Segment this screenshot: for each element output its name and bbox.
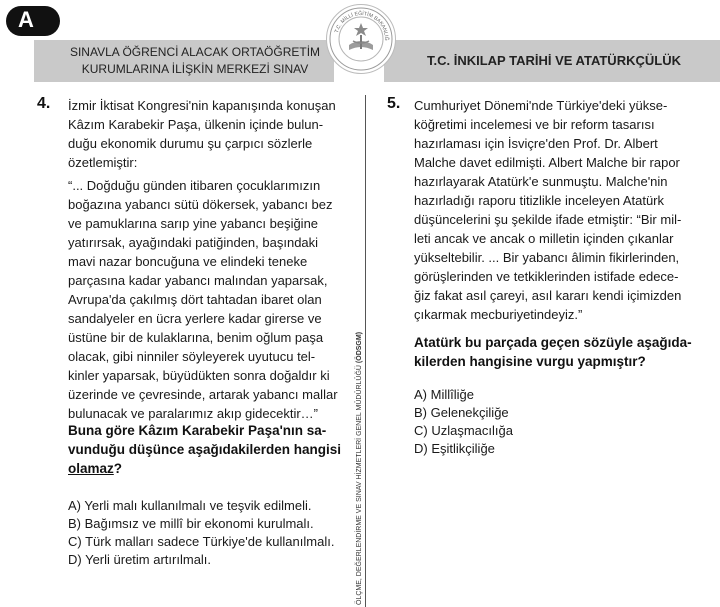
question-4-prompt-line: Buna göre Kâzım Karabekir Paşa'nın sa- [68,423,327,438]
question-5-option-d[interactable]: D) Eşitlikçiliğe [414,441,495,456]
question-4-prompt [68,421,360,478]
question-5-text-line: hazırlayarak Atatürk'e sunmuştu. Malche'nin [414,174,668,189]
question-5-prompt-line: kilerden hangisine vurgu yapmıştır? [414,354,646,369]
question-5-text-line: köğretimi incelemesi ve bir reform tasarısı [414,117,655,132]
question-4-quote-line: Avrupa'da çakılmış dört tahtadan ibaret olan [68,292,322,307]
question-4-prompt-line [68,459,360,478]
booklet-badge: A [6,6,60,36]
question-4-option-b[interactable]: B) Bağımsız ve millî bir ekonomi kurulmalı. [68,516,314,531]
question-5-option-b[interactable]: B) Gelenekçiliğe [414,405,509,420]
question-4-qmark: ? [113,461,123,476]
question-4-quote-line: üstüne bir de kulaklarına, benim oğlum paşa [68,330,324,345]
question-4-prompt-line: vunduğu düşünce aşağıdakilerden hangisi [68,442,342,457]
question-5-text-line: hazırlaması için İsviçre'den Prof. Dr. Albert [414,136,658,151]
question-5-text-line: düşüncelerini şu şekilde ifade etmiştir: “Bir mil- [414,212,682,227]
question-5-number: 5. [387,95,401,112]
question-5-options [414,386,714,458]
question-4-intro-line: Kâzım Karabekir Paşa, ülkenin içinde bulun- [68,117,324,132]
question-4-intro-line: İzmir İktisat Kongresi'nin kapanışında konuşan [68,98,336,113]
question-4-quote-line: bulunacak ve paralarımız akıp gidecektir…” [68,406,319,421]
question-5-text-line: Cumhuriyet Dönemi'nde Türkiye'deki yükse- [414,98,668,113]
question-4-quote-line: sandalyeler en ücra yerlere kadar girerse ve [68,311,322,326]
question-5-text-line: Malche davet edilmişti. Albert Malche bir rapor [414,155,680,170]
question-5-text-line: çıkarmak mecburiyetindeyiz.” [414,307,583,322]
question-4-quote-line: boğazına yabancı sütü dökersek, yabancı bez [68,197,333,212]
question-4-negation: olamaz [68,461,114,476]
question-4-quote-line: “... Doğduğu günden itibaren çocuklarımızın [68,178,321,193]
question-4-quote-line: olacak, gibi ninniler söyleyerek uyutucu tel- [68,349,316,364]
question-5-text-line: görüşlerinden ve tetkiklerinden istifade edece- [414,269,679,284]
question-5-text-line: hazırladığı raporu titizlikle inceleyen Atatürk [414,193,665,208]
course-title: T.C. İNKILAP TARİHİ VE ATATÜRKÇÜLÜK [427,53,681,68]
svg-text:T.C. MİLLİ EĞİTİM BAKANLIĞI: T.C. MİLLİ EĞİTİM BAKANLIĞ [333,10,390,41]
question-4-quote [68,176,368,423]
exam-title-line-2: KURUMLARINA İLİŞKİN MERKEZİ SINAV [81,62,309,76]
question-5-prompt [414,333,718,371]
question-4-quote-line: ve pamuklarına sarıp yine yabancı beşiğine [68,216,319,231]
exam-title [60,44,330,78]
question-4-option-c[interactable]: C) Türk malları sadece Türkiye'de kullanılmalı. [68,534,335,549]
question-4-number: 4. [37,95,51,112]
side-note-text: ÖLÇME, DEĞERLENDİRME VE SINAV HİZMETLERİ GENEL MÜDÜRLÜĞÜ [356,365,363,605]
question-4-intro [68,96,360,172]
exam-title-line-1: SINAVLA ÖĞRENCİ ALACAK ORTAÖĞRETİM [69,45,321,59]
question-4-option-a[interactable]: A) Yerli malı kullanılmalı ve teşvik edilmeli. [68,498,312,513]
question-5-text-line: leti ancak ve ancak o milletin içinden çıkanlar [414,231,674,246]
question-5-prompt-line: Atatürk bu parçada geçen sözüyle aşağıda- [414,335,692,350]
question-5-text [414,96,718,324]
side-note-abbr: (ÖDSGM) [356,331,363,364]
question-4-intro-line: özetlemiştir: [68,155,138,170]
question-4-quote-line: parçasına kadar yabancı malından yaparsak, [68,273,328,288]
question-4-option-d[interactable]: D) Yerli üretim artırılmalı. [68,552,212,567]
question-5-text-line: ğiz fakat asıl çareyi, asıl kararı kendi içimizden [414,288,682,303]
question-4-intro-line: duğu ekonomik durumu şu çarpıcı sözlerle [68,136,313,151]
question-4-options [68,497,368,569]
question-4-quote-line: mavi nazar boncuğuna ve elindeki teneke [68,254,308,269]
question-5-text-line: yükseltebilir. ... Bir yabancı âlimin fikirlerinden, [414,250,680,265]
question-5-option-a[interactable]: A) Millîliğe [414,387,474,402]
question-4-quote-line: kinler yaparsak, büyüdükten sonra doğaldır ki [68,368,330,383]
question-4-quote-line: üzerinde ve çevresinde, artarak yabancı mallar [68,387,338,402]
question-5-option-c[interactable]: C) Uzlaşmacılığa [414,423,513,438]
question-4-quote-line: yatırırsak, ayağındaki patiğinden, başındaki [68,235,319,250]
